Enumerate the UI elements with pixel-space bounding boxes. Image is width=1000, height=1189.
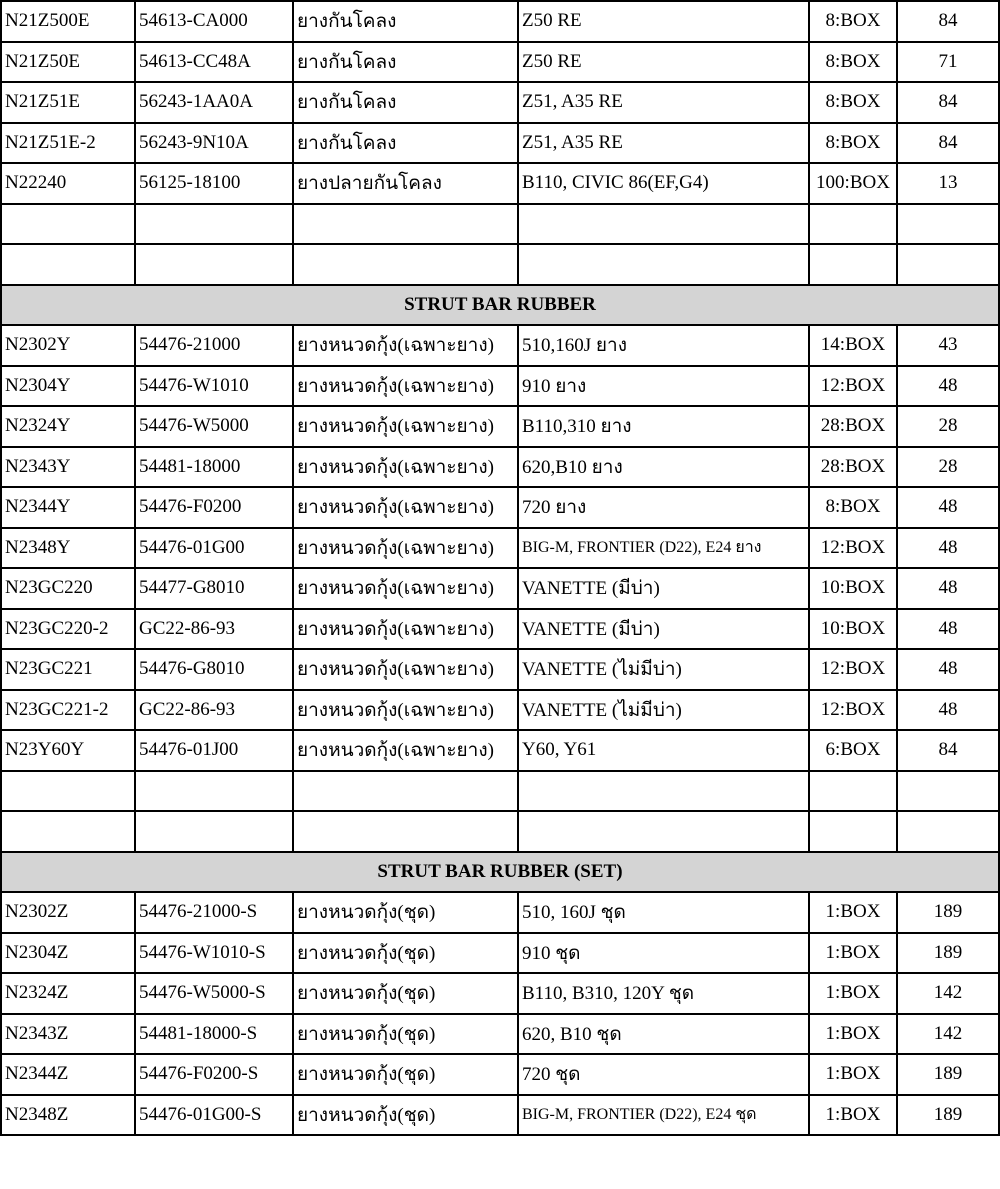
pack-qty-cell: 1:BOX [809, 1095, 897, 1136]
table-row [1, 933, 999, 974]
price-cell: 189 [897, 933, 999, 974]
table-row [1, 163, 999, 204]
pack-qty-cell: 100:BOX [809, 163, 897, 204]
price-cell [897, 771, 999, 812]
description-cell: ยางกันโคลง [293, 82, 518, 123]
model-cell: 510, 160J ชุด [518, 892, 809, 933]
item-code-cell: N21Z500E [1, 1, 135, 42]
model-cell: 720 ยาง [518, 487, 809, 528]
pack-qty-cell: 8:BOX [809, 82, 897, 123]
item-code-cell: N21Z51E [1, 82, 135, 123]
pack-qty-cell: 1:BOX [809, 933, 897, 974]
item-code-cell: N22240 [1, 163, 135, 204]
model-cell: Z51, A35 RE [518, 123, 809, 164]
table-row [1, 690, 999, 731]
part-number-cell: 54476-21000 [135, 325, 293, 366]
model-cell: BIG-M, FRONTIER (D22), E24 ชุด [518, 1095, 809, 1136]
item-code-cell: N23GC220 [1, 568, 135, 609]
price-cell: 84 [897, 730, 999, 771]
item-code-cell: N2302Y [1, 325, 135, 366]
model-cell [518, 204, 809, 245]
pack-qty-cell [809, 204, 897, 245]
part-number-cell: 54476-01G00-S [135, 1095, 293, 1136]
description-cell: ยางหนวดกุ้ง(เฉพาะยาง) [293, 690, 518, 731]
table-row [1, 528, 999, 569]
price-cell: 48 [897, 690, 999, 731]
price-cell [897, 811, 999, 852]
pack-qty-cell: 8:BOX [809, 487, 897, 528]
item-code-cell: N2343Y [1, 447, 135, 488]
description-cell: ยางกันโคลง [293, 1, 518, 42]
table-row [1, 1095, 999, 1136]
description-cell: ยางหนวดกุ้ง(เฉพาะยาง) [293, 366, 518, 407]
description-cell [293, 204, 518, 245]
description-cell [293, 811, 518, 852]
price-cell: 189 [897, 892, 999, 933]
model-cell: 910 ยาง [518, 366, 809, 407]
table-row [1, 123, 999, 164]
description-cell: ยางหนวดกุ้ง(ชุด) [293, 1014, 518, 1055]
table-row [1, 1, 999, 42]
pack-qty-cell: 28:BOX [809, 447, 897, 488]
section-header-row [1, 852, 999, 893]
part-number-cell: 54476-W1010-S [135, 933, 293, 974]
pack-qty-cell: 12:BOX [809, 528, 897, 569]
price-cell: 84 [897, 82, 999, 123]
part-number-cell: 54481-18000 [135, 447, 293, 488]
item-code-cell: N2324Z [1, 973, 135, 1014]
item-code-cell: N2304Z [1, 933, 135, 974]
table-row [1, 973, 999, 1014]
table-row [1, 204, 999, 245]
table-row [1, 730, 999, 771]
item-code-cell: N2344Y [1, 487, 135, 528]
pack-qty-cell: 10:BOX [809, 568, 897, 609]
table-row [1, 42, 999, 83]
price-cell [897, 204, 999, 245]
item-code-cell: N2348Z [1, 1095, 135, 1136]
model-cell: 910 ชุด [518, 933, 809, 974]
table-row [1, 811, 999, 852]
item-code-cell: N21Z50E [1, 42, 135, 83]
model-cell: 620, B10 ชุด [518, 1014, 809, 1055]
table-row [1, 609, 999, 650]
pack-qty-cell [809, 811, 897, 852]
description-cell: ยางหนวดกุ้ง(เฉพาะยาง) [293, 406, 518, 447]
description-cell: ยางหนวดกุ้ง(ชุด) [293, 933, 518, 974]
pack-qty-cell: 1:BOX [809, 892, 897, 933]
description-cell: ยางปลายกันโคลง [293, 163, 518, 204]
item-code-cell: N21Z51E-2 [1, 123, 135, 164]
table-row [1, 82, 999, 123]
price-list-body [1, 1, 999, 1135]
model-cell: Z50 RE [518, 1, 809, 42]
model-cell: B110,310 ยาง [518, 406, 809, 447]
item-code-cell: N2348Y [1, 528, 135, 569]
item-code-cell: N23GC221 [1, 649, 135, 690]
pack-qty-cell: 8:BOX [809, 1, 897, 42]
description-cell: ยางหนวดกุ้ง(เฉพาะยาง) [293, 609, 518, 650]
part-number-cell: 54476-F0200-S [135, 1054, 293, 1095]
pack-qty-cell: 1:BOX [809, 973, 897, 1014]
item-code-cell [1, 771, 135, 812]
table-row [1, 771, 999, 812]
item-code-cell [1, 811, 135, 852]
item-code-cell: N23Y60Y [1, 730, 135, 771]
description-cell: ยางหนวดกุ้ง(ชุด) [293, 1095, 518, 1136]
pack-qty-cell [809, 771, 897, 812]
item-code-cell: N23GC221-2 [1, 690, 135, 731]
table-row [1, 366, 999, 407]
model-cell: 510,160J ยาง [518, 325, 809, 366]
table-row [1, 649, 999, 690]
item-code-cell: N2324Y [1, 406, 135, 447]
model-cell: VANETTE (ไม่มีบ่า) [518, 690, 809, 731]
description-cell: ยางหนวดกุ้ง(ชุด) [293, 1054, 518, 1095]
pack-qty-cell: 28:BOX [809, 406, 897, 447]
part-number-cell: 54476-W5000 [135, 406, 293, 447]
pack-qty-cell: 1:BOX [809, 1054, 897, 1095]
price-cell: 142 [897, 1014, 999, 1055]
table-row [1, 244, 999, 285]
price-cell: 48 [897, 487, 999, 528]
price-cell: 43 [897, 325, 999, 366]
item-code-cell [1, 244, 135, 285]
price-cell: 189 [897, 1054, 999, 1095]
price-cell: 48 [897, 366, 999, 407]
pack-qty-cell [809, 244, 897, 285]
part-number-cell: 54476-F0200 [135, 487, 293, 528]
item-code-cell: N23GC220-2 [1, 609, 135, 650]
section-title: STRUT BAR RUBBER (SET) [1, 852, 999, 893]
model-cell: VANETTE (ไม่มีบ่า) [518, 649, 809, 690]
price-cell: 71 [897, 42, 999, 83]
part-number-cell: GC22-86-93 [135, 609, 293, 650]
model-cell: VANETTE (มีบ่า) [518, 568, 809, 609]
price-cell: 48 [897, 528, 999, 569]
pack-qty-cell: 12:BOX [809, 366, 897, 407]
part-number-cell: 54613-CC48A [135, 42, 293, 83]
part-number-cell: 54481-18000-S [135, 1014, 293, 1055]
item-code-cell: N2344Z [1, 1054, 135, 1095]
description-cell: ยางหนวดกุ้ง(เฉพาะยาง) [293, 649, 518, 690]
table-row [1, 568, 999, 609]
item-code-cell: N2304Y [1, 366, 135, 407]
description-cell: ยางหนวดกุ้ง(เฉพาะยาง) [293, 325, 518, 366]
pack-qty-cell: 8:BOX [809, 42, 897, 83]
description-cell: ยางหนวดกุ้ง(เฉพาะยาง) [293, 447, 518, 488]
model-cell [518, 771, 809, 812]
pack-qty-cell: 12:BOX [809, 690, 897, 731]
part-number-cell: 54476-G8010 [135, 649, 293, 690]
description-cell [293, 244, 518, 285]
description-cell: ยางกันโคลง [293, 123, 518, 164]
model-cell: 720 ชุด [518, 1054, 809, 1095]
price-cell: 48 [897, 609, 999, 650]
pack-qty-cell: 14:BOX [809, 325, 897, 366]
model-cell [518, 244, 809, 285]
item-code-cell: N2302Z [1, 892, 135, 933]
pack-qty-cell: 12:BOX [809, 649, 897, 690]
table-row [1, 406, 999, 447]
part-number-cell: 54476-W5000-S [135, 973, 293, 1014]
part-number-cell: 56243-1AA0A [135, 82, 293, 123]
part-number-cell: 54476-21000-S [135, 892, 293, 933]
part-number-cell: 54476-01G00 [135, 528, 293, 569]
model-cell: B110, CIVIC 86(EF,G4) [518, 163, 809, 204]
part-number-cell [135, 811, 293, 852]
price-cell: 28 [897, 406, 999, 447]
model-cell: BIG-M, FRONTIER (D22), E24 ยาง [518, 528, 809, 569]
part-number-cell: 56125-18100 [135, 163, 293, 204]
price-cell: 48 [897, 649, 999, 690]
description-cell: ยางหนวดกุ้ง(ชุด) [293, 973, 518, 1014]
description-cell [293, 771, 518, 812]
price-cell: 189 [897, 1095, 999, 1136]
part-number-cell: 54476-W1010 [135, 366, 293, 407]
description-cell: ยางหนวดกุ้ง(เฉพาะยาง) [293, 568, 518, 609]
description-cell: ยางหนวดกุ้ง(ชุด) [293, 892, 518, 933]
table-row [1, 487, 999, 528]
price-cell: 84 [897, 123, 999, 164]
price-cell [897, 244, 999, 285]
part-number-cell: 56243-9N10A [135, 123, 293, 164]
table-row [1, 1054, 999, 1095]
model-cell: Y60, Y61 [518, 730, 809, 771]
table-row [1, 325, 999, 366]
price-cell: 48 [897, 568, 999, 609]
pack-qty-cell: 10:BOX [809, 609, 897, 650]
price-cell: 28 [897, 447, 999, 488]
model-cell: Z50 RE [518, 42, 809, 83]
price-cell: 84 [897, 1, 999, 42]
description-cell: ยางหนวดกุ้ง(เฉพาะยาง) [293, 730, 518, 771]
model-cell: Z51, A35 RE [518, 82, 809, 123]
item-code-cell [1, 204, 135, 245]
part-number-cell: 54476-01J00 [135, 730, 293, 771]
model-cell [518, 811, 809, 852]
table-row [1, 1014, 999, 1055]
section-title: STRUT BAR RUBBER [1, 285, 999, 326]
part-number-cell: GC22-86-93 [135, 690, 293, 731]
table-row [1, 447, 999, 488]
description-cell: ยางหนวดกุ้ง(เฉพาะยาง) [293, 528, 518, 569]
table-row [1, 892, 999, 933]
section-header-row [1, 285, 999, 326]
price-cell: 13 [897, 163, 999, 204]
part-number-cell [135, 244, 293, 285]
part-number-cell: 54477-G8010 [135, 568, 293, 609]
model-cell: 620,B10 ยาง [518, 447, 809, 488]
part-number-cell: 54613-CA000 [135, 1, 293, 42]
item-code-cell: N2343Z [1, 1014, 135, 1055]
pack-qty-cell: 8:BOX [809, 123, 897, 164]
model-cell: VANETTE (มีบ่า) [518, 609, 809, 650]
part-number-cell [135, 771, 293, 812]
price-cell: 142 [897, 973, 999, 1014]
pack-qty-cell: 1:BOX [809, 1014, 897, 1055]
description-cell: ยางกันโคลง [293, 42, 518, 83]
model-cell: B110, B310, 120Y ชุด [518, 973, 809, 1014]
part-number-cell [135, 204, 293, 245]
pack-qty-cell: 6:BOX [809, 730, 897, 771]
description-cell: ยางหนวดกุ้ง(เฉพาะยาง) [293, 487, 518, 528]
